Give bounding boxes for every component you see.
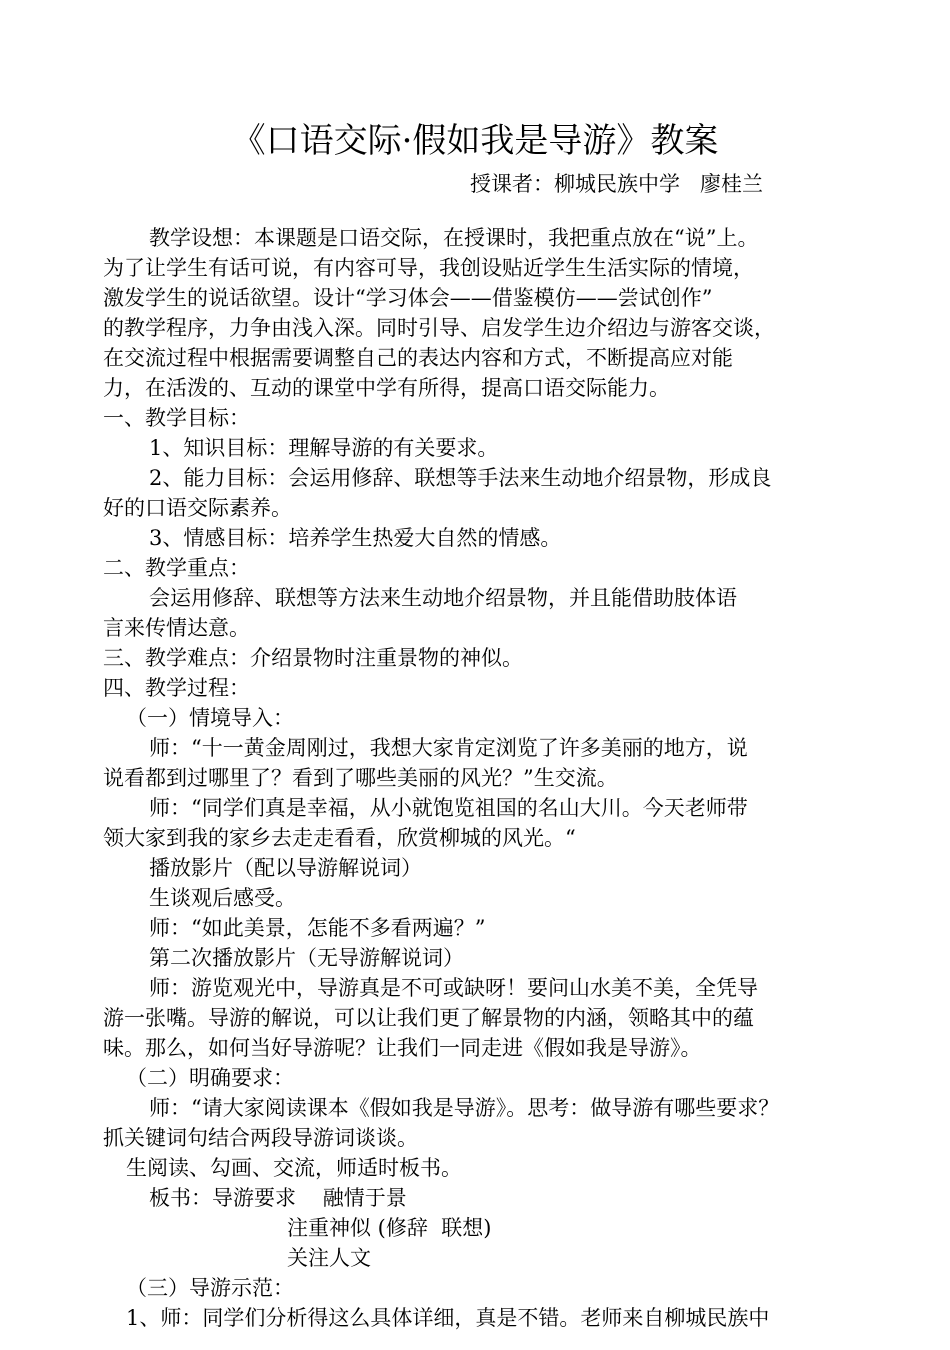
blackboard-line: 关注人文 (287, 1246, 371, 1270)
paragraph-line: 言来传情达意。 (103, 616, 250, 640)
paragraph-line: 师：游览观光中，导游真是不可或缺呀！要问山水美不美，全凭导 (149, 976, 758, 1000)
section-heading: 二、教学重点： (103, 556, 250, 580)
paragraph-line: 的教学程序，力争由浅入深。同时引导、启发学生边介绍边与游客交谈， (103, 316, 775, 340)
paragraph-line: 会运用修辞、联想等方法来生动地介绍景物，并且能借助肢体语 (149, 586, 737, 610)
paragraph-line: 领大家到我的家乡去走走看看，欣赏柳城的风光。“ (103, 826, 576, 850)
paragraph-line: 说看都到过哪里了？看到了哪些美丽的风光？”生交流。 (103, 766, 618, 790)
blackboard-line: 注重神似 (修辞 联想) (287, 1216, 492, 1240)
paragraph-line: 味。那么，如何当好导游呢？让我们一同走进《假如我是导游》。 (103, 1036, 702, 1060)
paragraph-line: 激发学生的说话欲望。设计“学习体会——借鉴模仿——尝试创作” (103, 286, 713, 310)
paragraph-line: 游一张嘴。导游的解说，可以让我们更了解景物的内涵，领略其中的蕴 (103, 1006, 754, 1030)
paragraph-line: 师：“请大家阅读课本《假如我是导游》。思考：做导游有哪些要求？ (149, 1096, 780, 1120)
author-line: 授课者：柳城民族中学 廖桂兰 (470, 172, 764, 196)
paragraph-line: 1、师：同学们分析得这么具体详细，真是不错。老师来自柳城民族中 (126, 1306, 770, 1330)
subsection-heading: （三）导游示范： (126, 1276, 294, 1300)
subsection-heading: （二）明确要求： (126, 1066, 294, 1090)
paragraph-line: 好的口语交际素养。 (103, 496, 292, 520)
document-title: 《口语交际·假如我是导游》教案 (231, 121, 719, 161)
paragraph-line: 生阅读、勾画、交流，师适时板书。 (126, 1156, 462, 1180)
subsection-heading: （一）情境导入： (126, 706, 294, 730)
paragraph-line: 师：“同学们真是幸福，从小就饱览祖国的名山大川。今天老师带 (149, 796, 748, 820)
paragraph-line: 为了让学生有话可说，有内容可导，我创设贴近学生生活实际的情境， (103, 256, 754, 280)
paragraph-line: 在交流过程中根据需要调整自己的表达内容和方式，不断提高应对能 (103, 346, 733, 370)
paragraph-line: 生谈观后感受。 (149, 886, 296, 910)
paragraph-line: 3、情感目标：培养学生热爱大自然的情感。 (149, 526, 562, 550)
paragraph-line: 2、能力目标：会运用修辞、联想等手法来生动地介绍景物，形成良 (149, 466, 772, 490)
paragraph-line: 教学设想：本课题是口语交际，在授课时，我把重点放在“说”上。 (149, 226, 759, 250)
paragraph-line: 1、知识目标：理解导游的有关要求。 (149, 436, 499, 460)
section-heading: 三、教学难点：介绍景物时注重景物的神似。 (103, 646, 523, 670)
section-heading: 四、教学过程： (103, 676, 250, 700)
paragraph-line: 师：“十一黄金周刚过，我想大家肯定浏览了许多美丽的地方，说 (149, 736, 748, 760)
paragraph-line: 师：“如此美景，怎能不多看两遍？” (149, 916, 486, 940)
section-heading: 一、教学目标： (103, 406, 250, 430)
paragraph-line: 第二次播放影片（无导游解说词） (149, 946, 464, 970)
paragraph-line: 播放影片（配以导游解说词） (149, 856, 422, 880)
paragraph-line: 抓关键词句结合两段导游词谈谈。 (103, 1126, 418, 1150)
paragraph-line: 力，在活泼的、互动的课堂中学有所得，提高口语交际能力。 (103, 376, 670, 400)
blackboard-line: 板书：导游要求 融情于景 (149, 1186, 407, 1210)
